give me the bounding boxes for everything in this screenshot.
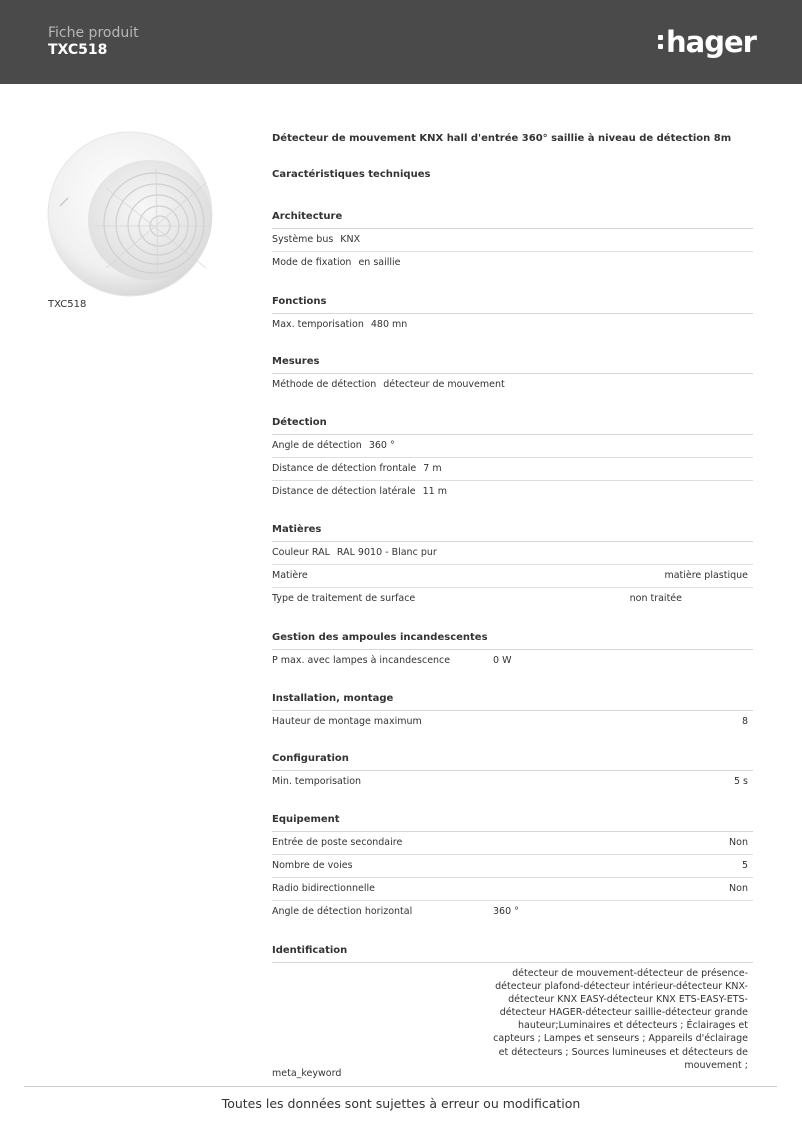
section-title: Installation, montage xyxy=(272,693,753,711)
spec-label: Matière xyxy=(272,570,308,581)
spec-value: 11 m xyxy=(422,486,447,497)
section-ampoules xyxy=(272,632,753,672)
spec-label: Méthode de détection xyxy=(272,379,377,390)
spec-row xyxy=(272,314,753,336)
section-identification xyxy=(272,945,753,1079)
logo-dots-icon xyxy=(658,35,663,49)
spec-row xyxy=(272,832,753,855)
specs-heading: Caractéristiques techniques xyxy=(272,169,431,180)
spec-label: Système bus xyxy=(272,234,334,245)
spec-row xyxy=(272,588,753,610)
spec-label: Max. temporisation xyxy=(272,319,364,330)
spec-value: en saillie xyxy=(358,257,401,268)
footer-divider xyxy=(24,1086,777,1087)
spec-label: meta_keyword xyxy=(272,1068,342,1079)
hager-logo xyxy=(658,22,756,62)
spec-value: 5 s xyxy=(733,776,748,787)
section-fonctions xyxy=(272,296,753,336)
spec-value: RAL 9010 - Blanc pur xyxy=(336,547,437,558)
spec-value: détecteur de mouvement xyxy=(383,379,505,390)
spec-label: Angle de détection xyxy=(272,440,362,451)
section-matieres xyxy=(272,524,753,610)
section-title: Détection xyxy=(272,417,753,435)
spec-row xyxy=(272,771,753,793)
spec-value: 5 xyxy=(741,860,748,871)
section-title: Matières xyxy=(272,524,753,542)
spec-label: Angle de détection horizontal xyxy=(272,906,413,917)
section-mesures xyxy=(272,356,753,396)
section-equipement xyxy=(272,814,753,923)
section-title: Architecture xyxy=(272,211,753,229)
section-architecture xyxy=(272,211,753,274)
section-title: Mesures xyxy=(272,356,753,374)
spec-row xyxy=(272,711,753,733)
section-title: Fonctions xyxy=(272,296,753,314)
spec-value: Non xyxy=(729,837,748,848)
logo-wordmark: hager xyxy=(666,25,756,59)
spec-row xyxy=(272,901,753,923)
spec-row xyxy=(272,229,753,252)
section-detection xyxy=(272,417,753,503)
spec-label: Hauteur de montage maximum xyxy=(272,716,422,727)
spec-label: Type de traitement de surface xyxy=(272,593,416,604)
spec-value: détecteur de mouvement-détecteur de présence-détecteur plafond-détecteur intérieur-détecteur KNX-détecteur KNX EASY-détecteur KNX ETS-EASY-ETS-détecteur HAGER-détecteur saillie-détecteur grande hauteur;Luminaires et détecteurs ; Éclairages et capteurs ; Lampes et senseurs ; Appareils d'éclairage et détecteurs ; Sources lumineuses et détecteurs de mouvement ; xyxy=(493,968,748,1071)
spec-label: Couleur RAL xyxy=(272,547,330,558)
spec-label: Radio bidirectionnelle xyxy=(272,883,376,894)
footer-disclaimer: Toutes les données sont sujettes à erreur ou modification xyxy=(221,1096,581,1111)
spec-value: 7 m xyxy=(423,463,442,474)
spec-label: P max. avec lampes à incandescence xyxy=(272,655,451,666)
spec-value: 8 xyxy=(741,716,748,727)
section-title: Identification xyxy=(272,945,753,963)
spec-value: Non xyxy=(729,883,748,894)
spec-value: 360 ° xyxy=(368,440,395,451)
spec-label: Nombre de voies xyxy=(272,860,353,871)
product-title: Détecteur de mouvement KNX hall d'entrée 360° saillie à niveau de détection 8m xyxy=(272,133,732,144)
spec-row xyxy=(272,650,753,672)
spec-row xyxy=(272,878,753,901)
spec-row xyxy=(272,374,753,396)
section-title: Configuration xyxy=(272,753,753,771)
spec-value: 360 ° xyxy=(493,906,519,917)
spec-label: Min. temporisation xyxy=(272,776,362,787)
product-reference: TXC518 xyxy=(48,42,108,58)
spec-value: non traitée xyxy=(629,593,682,604)
product-caption: TXC518 xyxy=(48,299,87,310)
motion-detector-image xyxy=(46,128,216,298)
spec-row xyxy=(272,565,753,588)
spec-row xyxy=(272,458,753,481)
spec-row xyxy=(272,481,753,503)
section-title: Equipement xyxy=(272,814,753,832)
spec-row xyxy=(272,435,753,458)
spec-value: matière plastique xyxy=(664,570,748,581)
spec-value: 480 mn xyxy=(370,319,408,330)
spec-label: Distance de détection latérale xyxy=(272,486,416,497)
spec-row xyxy=(272,963,753,1079)
section-configuration xyxy=(272,753,753,793)
spec-value: 0 W xyxy=(493,655,512,666)
document-type: Fiche produit xyxy=(48,25,139,41)
section-title: Gestion des ampoules incandescentes xyxy=(272,632,753,650)
spec-row xyxy=(272,855,753,878)
spec-label: Mode de fixation xyxy=(272,257,352,268)
spec-row xyxy=(272,252,753,274)
spec-value: KNX xyxy=(340,234,361,245)
spec-label: Entrée de poste secondaire xyxy=(272,837,403,848)
spec-row xyxy=(272,542,753,565)
header-bar xyxy=(0,0,802,84)
section-installation xyxy=(272,693,753,733)
spec-label: Distance de détection frontale xyxy=(272,463,417,474)
